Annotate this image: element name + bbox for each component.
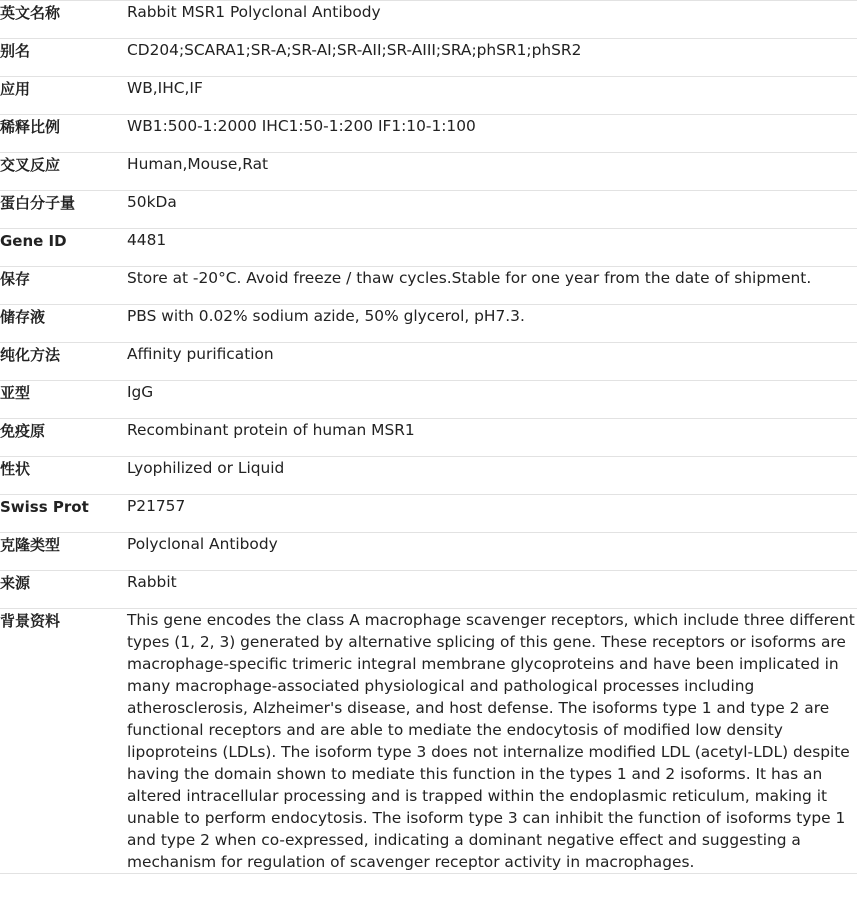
row-value: Polyclonal Antibody — [127, 535, 278, 553]
row-label: 英文名称 — [0, 4, 61, 22]
spec-row-gene-id — [0, 229, 857, 267]
row-label: 别名 — [0, 42, 31, 60]
spec-row-host — [0, 571, 857, 609]
row-value: Lyophilized or Liquid — [127, 459, 285, 477]
row-value: P21757 — [127, 497, 186, 515]
spec-row-application — [0, 77, 857, 115]
row-value: Rabbit MSR1 Polyclonal Antibody — [127, 3, 381, 21]
row-value: WB1:500-1:2000 IHC1:50-1:200 IF1:10-1:100 — [127, 117, 476, 135]
row-label: 纯化方法 — [0, 346, 61, 364]
row-label: 交叉反应 — [0, 156, 61, 174]
row-value: Rabbit — [127, 573, 177, 591]
row-label: 储存液 — [0, 308, 46, 326]
spec-row-english-name — [0, 1, 857, 39]
row-value: Affinity purification — [127, 345, 274, 363]
row-value: 4481 — [127, 231, 167, 249]
row-label: 亚型 — [0, 384, 31, 402]
row-label: 蛋白分子量 — [0, 194, 76, 212]
spec-row-storage — [0, 267, 857, 305]
spec-row-isotype — [0, 381, 857, 419]
row-value: Store at -20°C. Avoid freeze / thaw cycles.Stable for one year from the date of shipment. — [127, 269, 812, 287]
row-value: Human,Mouse,Rat — [127, 155, 269, 173]
row-label: Swiss Prot — [0, 498, 89, 516]
row-label: 性状 — [0, 460, 31, 478]
row-value: IgG — [127, 383, 154, 401]
row-value: PBS with 0.02% sodium azide, 50% glycerol, pH7.3. — [127, 307, 525, 325]
spec-row-alias — [0, 39, 857, 77]
spec-row-immunogen — [0, 419, 857, 457]
row-label: 保存 — [0, 270, 31, 288]
spec-row-purification — [0, 343, 857, 381]
row-label: 来源 — [0, 574, 31, 592]
row-label: 克隆类型 — [0, 536, 61, 554]
spec-row-molecular-weight — [0, 191, 857, 229]
spec-row-background — [0, 609, 857, 874]
spec-row-reactivity — [0, 153, 857, 191]
row-value: WB,IHC,IF — [127, 79, 203, 97]
spec-row-clonality — [0, 533, 857, 571]
spec-row-form — [0, 457, 857, 495]
spec-row-dilution — [0, 115, 857, 153]
row-value: 50kDa — [127, 193, 177, 211]
row-label: 免疫原 — [0, 422, 46, 440]
row-label: 应用 — [0, 80, 31, 98]
spec-row-buffer — [0, 305, 857, 343]
spec-row-swiss-prot — [0, 495, 857, 533]
row-label: 背景资料 — [0, 612, 61, 630]
background-text: This gene encodes the class A macrophage scavenger receptors, which include three different types (1, 2, 3) generated by alternative splicing of this gene. These receptors or isoforms are macrophage-specific trimeric integral membrane glycoproteins and have been implicated in many macrophage-associated physiological and pathological processes including atherosclerosis, Alzheimer's disease, and host defense. The isoforms type 1 and type 2 are functional receptors and are able to mediate the endocytosis of modified low density lipoproteins (LDLs). The isoform type 3 does not internalize modified LDL (acetyl-LDL) despite having the domain shown to mediate this function in the types 1 and 2 isoforms. It has an altered intracellular processing and is trapped within the endoplasmic reticulum, making it unable to perform endocytosis. The isoform type 3 can inhibit the function of isoforms type 1 and type 2 when co-expressed, indicating a dominant negative effect and suggesting a mechanism for regulation of scavenger receptor activity in macrophages. — [127, 611, 855, 871]
row-label: 稀释比例 — [0, 118, 61, 136]
row-value: Recombinant protein of human MSR1 — [127, 421, 415, 439]
row-value: CD204;SCARA1;SR-A;SR-AI;SR-AII;SR-AIII;SRA;phSR1;phSR2 — [127, 41, 582, 59]
row-label: Gene ID — [0, 232, 67, 250]
